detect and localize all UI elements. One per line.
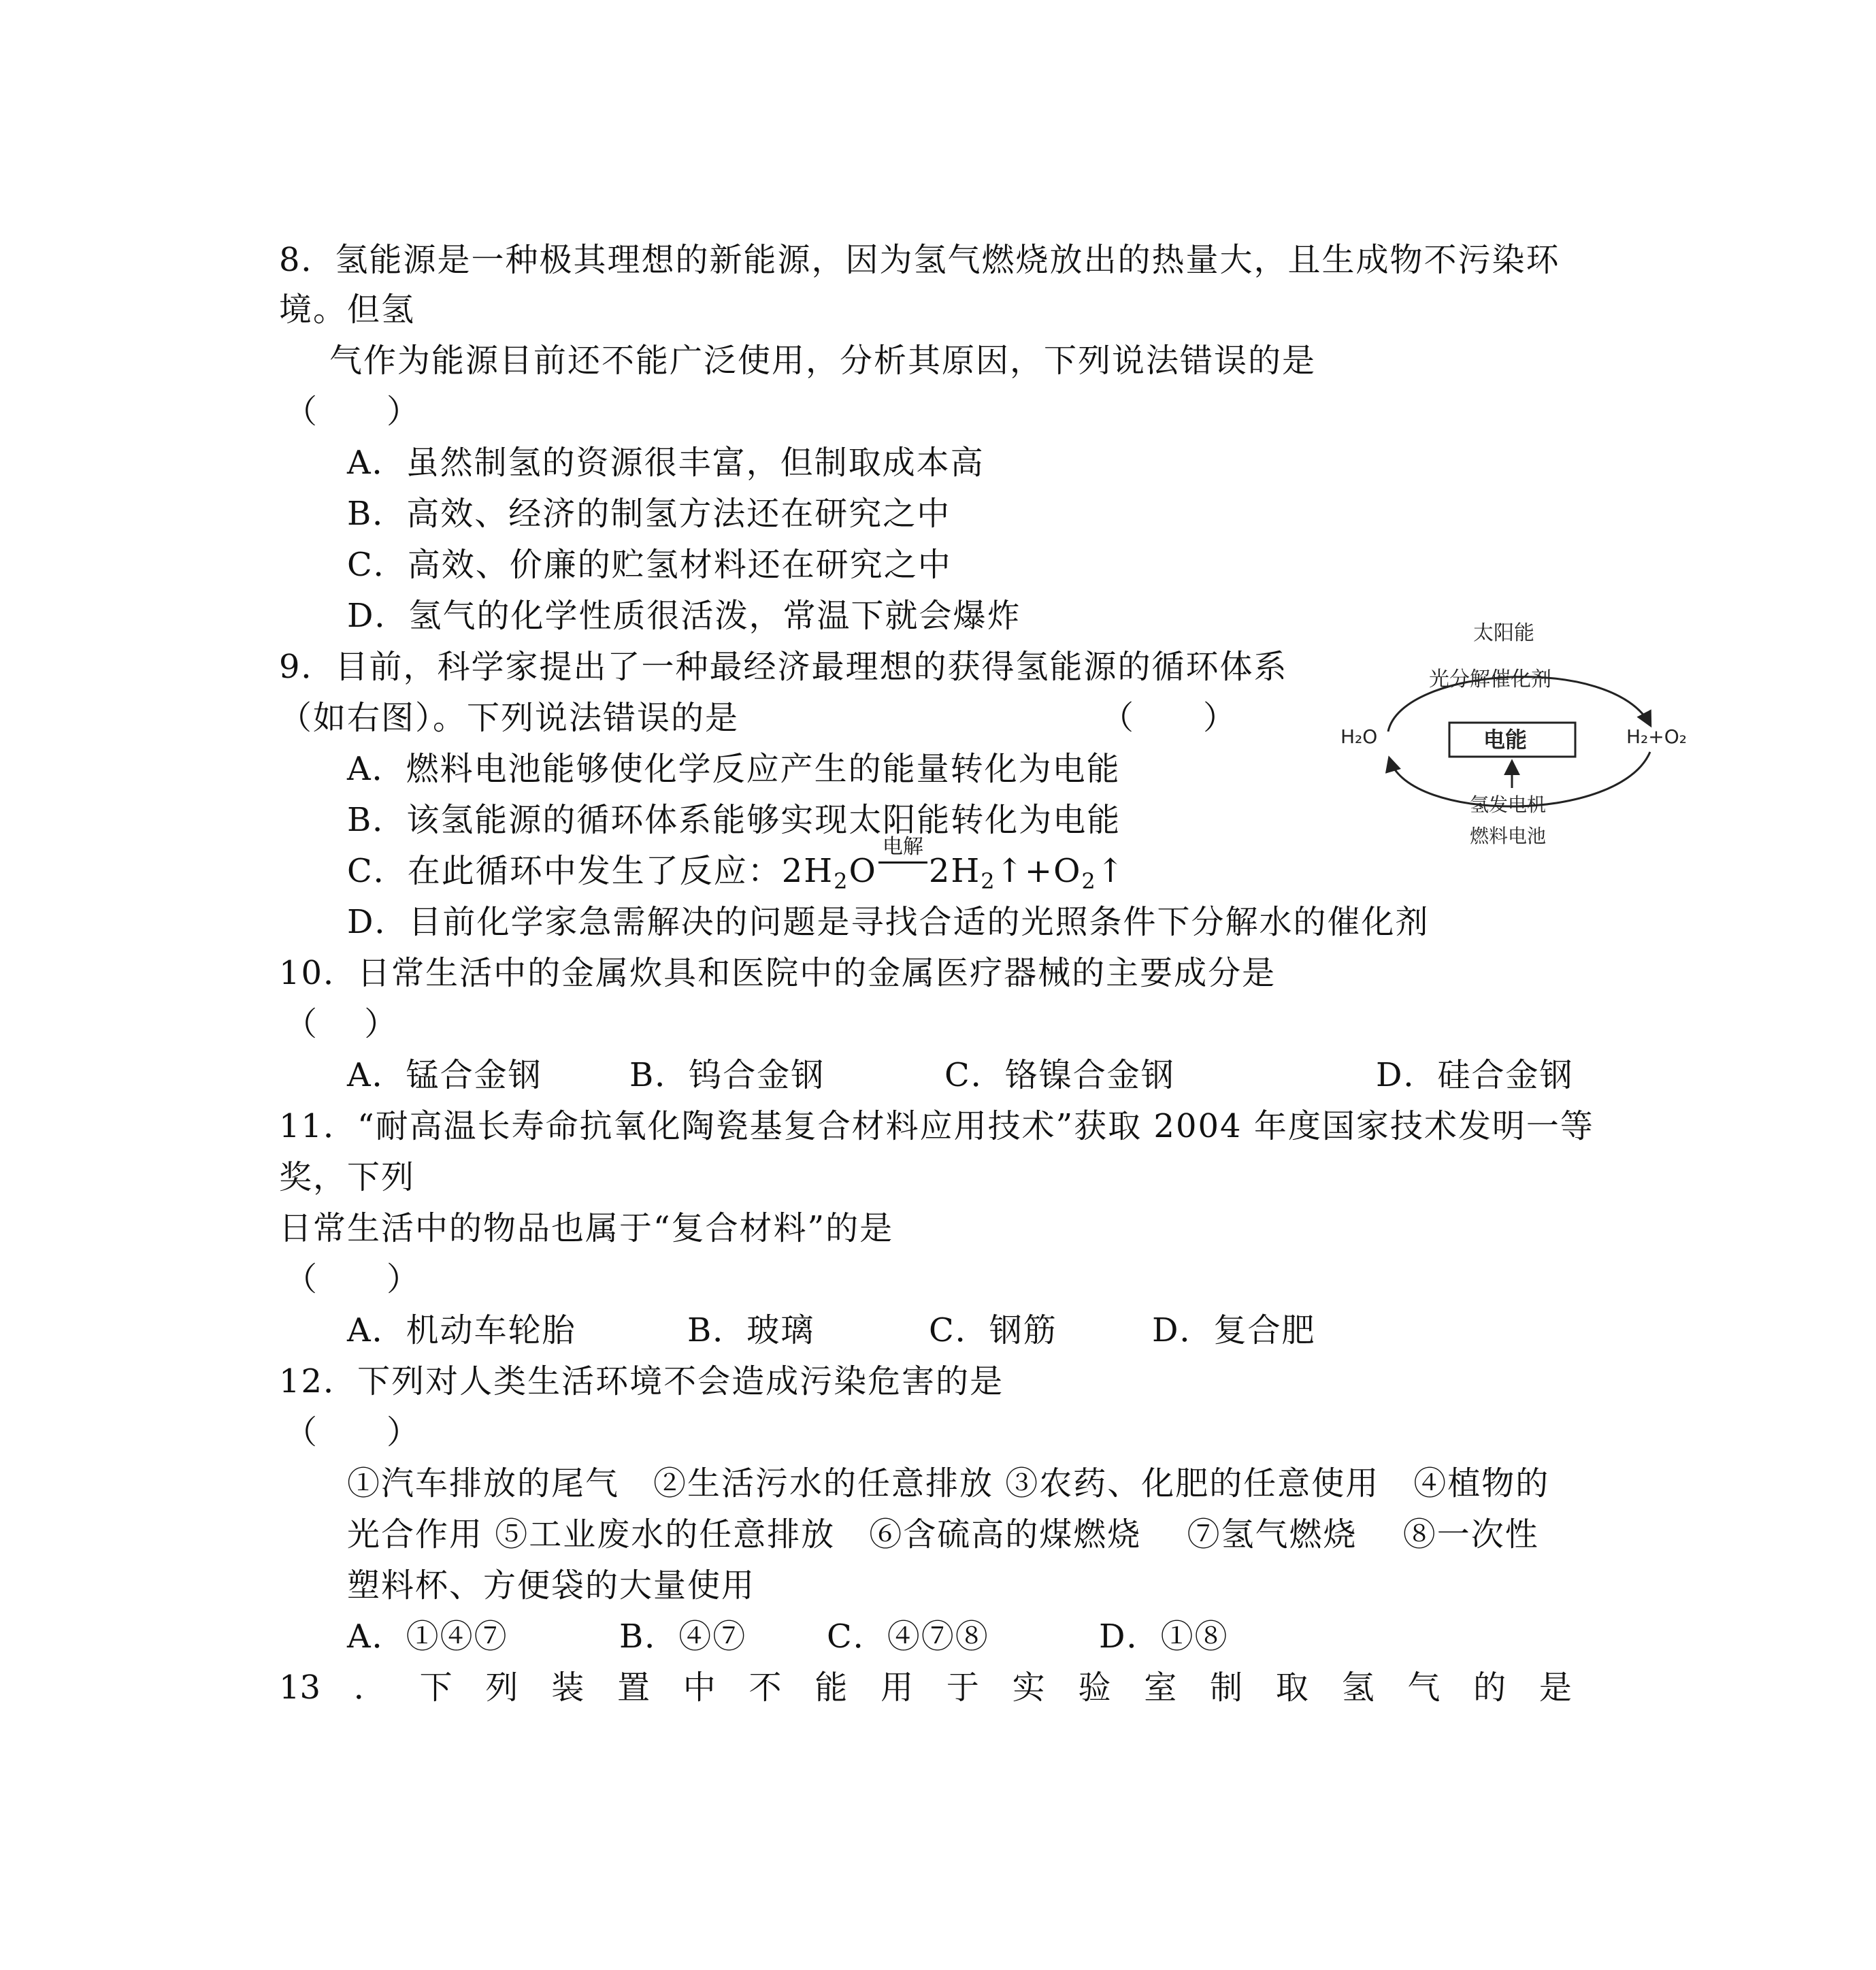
q11-option-c: C．钢筋 [929,1311,1057,1349]
q11-option-d: D．复合肥 [1152,1311,1316,1349]
diagram-label-generator: 氢发电机 [1470,793,1547,816]
q13-char: 室 [1144,1669,1177,1707]
q8-line2: 境。但氢 [279,291,416,329]
diagram-label-catalyst: 光分解催化剂 [1429,668,1551,691]
hydrogen-cycle-diagram [1327,619,1708,851]
q11-option-a: A．机动车轮胎 [347,1311,576,1349]
q13-char: 的 [1473,1669,1507,1707]
q9-option-c [347,835,1125,902]
q10-option-d: D．硅合金钢 [1376,1056,1574,1094]
q12-option-a: A．①④⑦ [347,1618,508,1656]
q11-line2: 奖，下列 [279,1158,416,1196]
q9-option-c-arrow: ↑ [1096,852,1125,890]
q9-option-b: B．该氢能源的循环体系能够实现太阳能转化为电能 [347,801,1121,839]
q13-char: 实 [1012,1669,1045,1707]
q13-char: 用 [881,1669,914,1707]
diagram-label-water: H₂O [1340,725,1378,748]
q12-option-c: C．④⑦⑧ [827,1618,989,1656]
q9-option-d: D．目前化学家急需解决的问题是寻找合适的光照条件下分解水的催化剂 [347,903,1430,941]
q8-option-c: C．高效、价廉的贮氢材料还在研究之中 [347,546,952,584]
q8-option-b: B．高效、经济的制氢方法还在研究之中 [347,495,951,533]
diagram-label-solar: 太阳能 [1473,621,1534,645]
reaction-arrow-line [878,861,927,864]
q13-char: ． [353,1669,386,1707]
q13-char: 中 [682,1669,716,1707]
q12-items-line1: ①汽车排放的尾气 ②生活污水的任意排放 ③农药、化肥的任意使用 ④植物的 [347,1464,1550,1503]
q10-option-c: C．铬镍合金钢 [944,1056,1175,1094]
q9-option-c-h2: 2H [928,852,981,890]
q12-option-d: D．①⑧ [1099,1618,1229,1656]
q11-line3: 日常生活中的物品也属于“复合材料”的是 [279,1209,894,1247]
q9-answer-blank: （ ） [1101,699,1238,737]
q11-line1: 11．“耐高温长寿命抗氧化陶瓷基复合材料应用技术”获取 2004 年度国家技术发明一等 [279,1107,1594,1145]
q8-answer-blank: （ ） [284,393,421,431]
q13-char: 制 [1210,1669,1243,1707]
q12-items-line2: 光合作用 ⑤工业废水的任意排放 ⑥含硫高的煤燃烧 ⑦氢气燃烧 ⑧一次性 [347,1515,1539,1554]
q9-option-c-o: O [849,852,877,890]
q12-items-line3: 塑料杯、方便袋的大量使用 [347,1566,756,1605]
q13-char: 列 [485,1669,519,1707]
q11-option-b: B．玻璃 [687,1311,815,1349]
q9-option-c-o2: ↑+O [995,852,1082,890]
q13-char: 气 [1407,1669,1441,1707]
q10-option-a: A．锰合金钢 [347,1056,542,1094]
q13-char: 装 [551,1669,585,1707]
q13-char: 验 [1078,1669,1111,1707]
q10-line1: 10．日常生活中的金属炊具和医院中的金属医疗器械的主要成分是 [279,954,1277,992]
q13-char: 13 [279,1669,321,1707]
q12-answer-blank: （ ） [284,1413,421,1451]
q10-answer-blank: （ ） [284,1005,399,1043]
q13-char: 氢 [1341,1669,1375,1707]
q8-option-d: D．氢气的化学性质很活泼，常温下就会爆炸 [347,597,1021,635]
subscript: 2 [834,868,849,894]
q13-char: 下 [419,1669,452,1707]
q13-char: 置 [616,1669,650,1707]
q13-char: 能 [814,1669,848,1707]
q8-line3: 气作为能源目前还不能广泛使用，分析其原因，下列说法错误的是 [329,342,1317,380]
q9-option-a: A．燃料电池能够使化学反应产生的能量转化为电能 [347,750,1121,788]
subscript: 2 [981,868,996,894]
q11-answer-blank: （ ） [284,1260,421,1298]
q12-option-b: B．④⑦ [619,1618,747,1656]
subscript: 2 [1081,868,1097,894]
q9-line2: （如右图）。下列说法错误的是 [279,699,740,737]
q9-line1: 9．目前，科学家提出了一种最经济最理想的获得氢能源的循环体系 [279,648,1288,686]
q10-option-b: B．钨合金钢 [629,1056,825,1094]
q13-char: 不 [748,1669,782,1707]
q8-line1: 8．氢能源是一种极其理想的新能源，因为氢气燃烧放出的热量大，且生成物不污染环 [279,241,1560,279]
q13-char: 是 [1538,1669,1572,1707]
q13-char: 取 [1275,1669,1309,1707]
diagram-label-fuel-cell: 燃料电池 [1470,825,1547,847]
q8-option-a: A．虽然制氢的资源很丰富，但制取成本高 [347,444,985,482]
reaction-condition-label: 电解 [882,835,923,859]
q12-line1: 12．下列对人类生活环境不会造成污染危害的是 [279,1362,1004,1400]
reaction-condition [878,835,927,891]
diagram-box-label: 电能 [1483,727,1528,753]
q13-char: 于 [946,1669,979,1707]
q9-option-c-prefix: C．在此循环中发生了反应：2H [347,852,834,890]
diagram-label-products: H₂+O₂ [1626,725,1688,748]
q13-line1 [279,1667,1572,1708]
